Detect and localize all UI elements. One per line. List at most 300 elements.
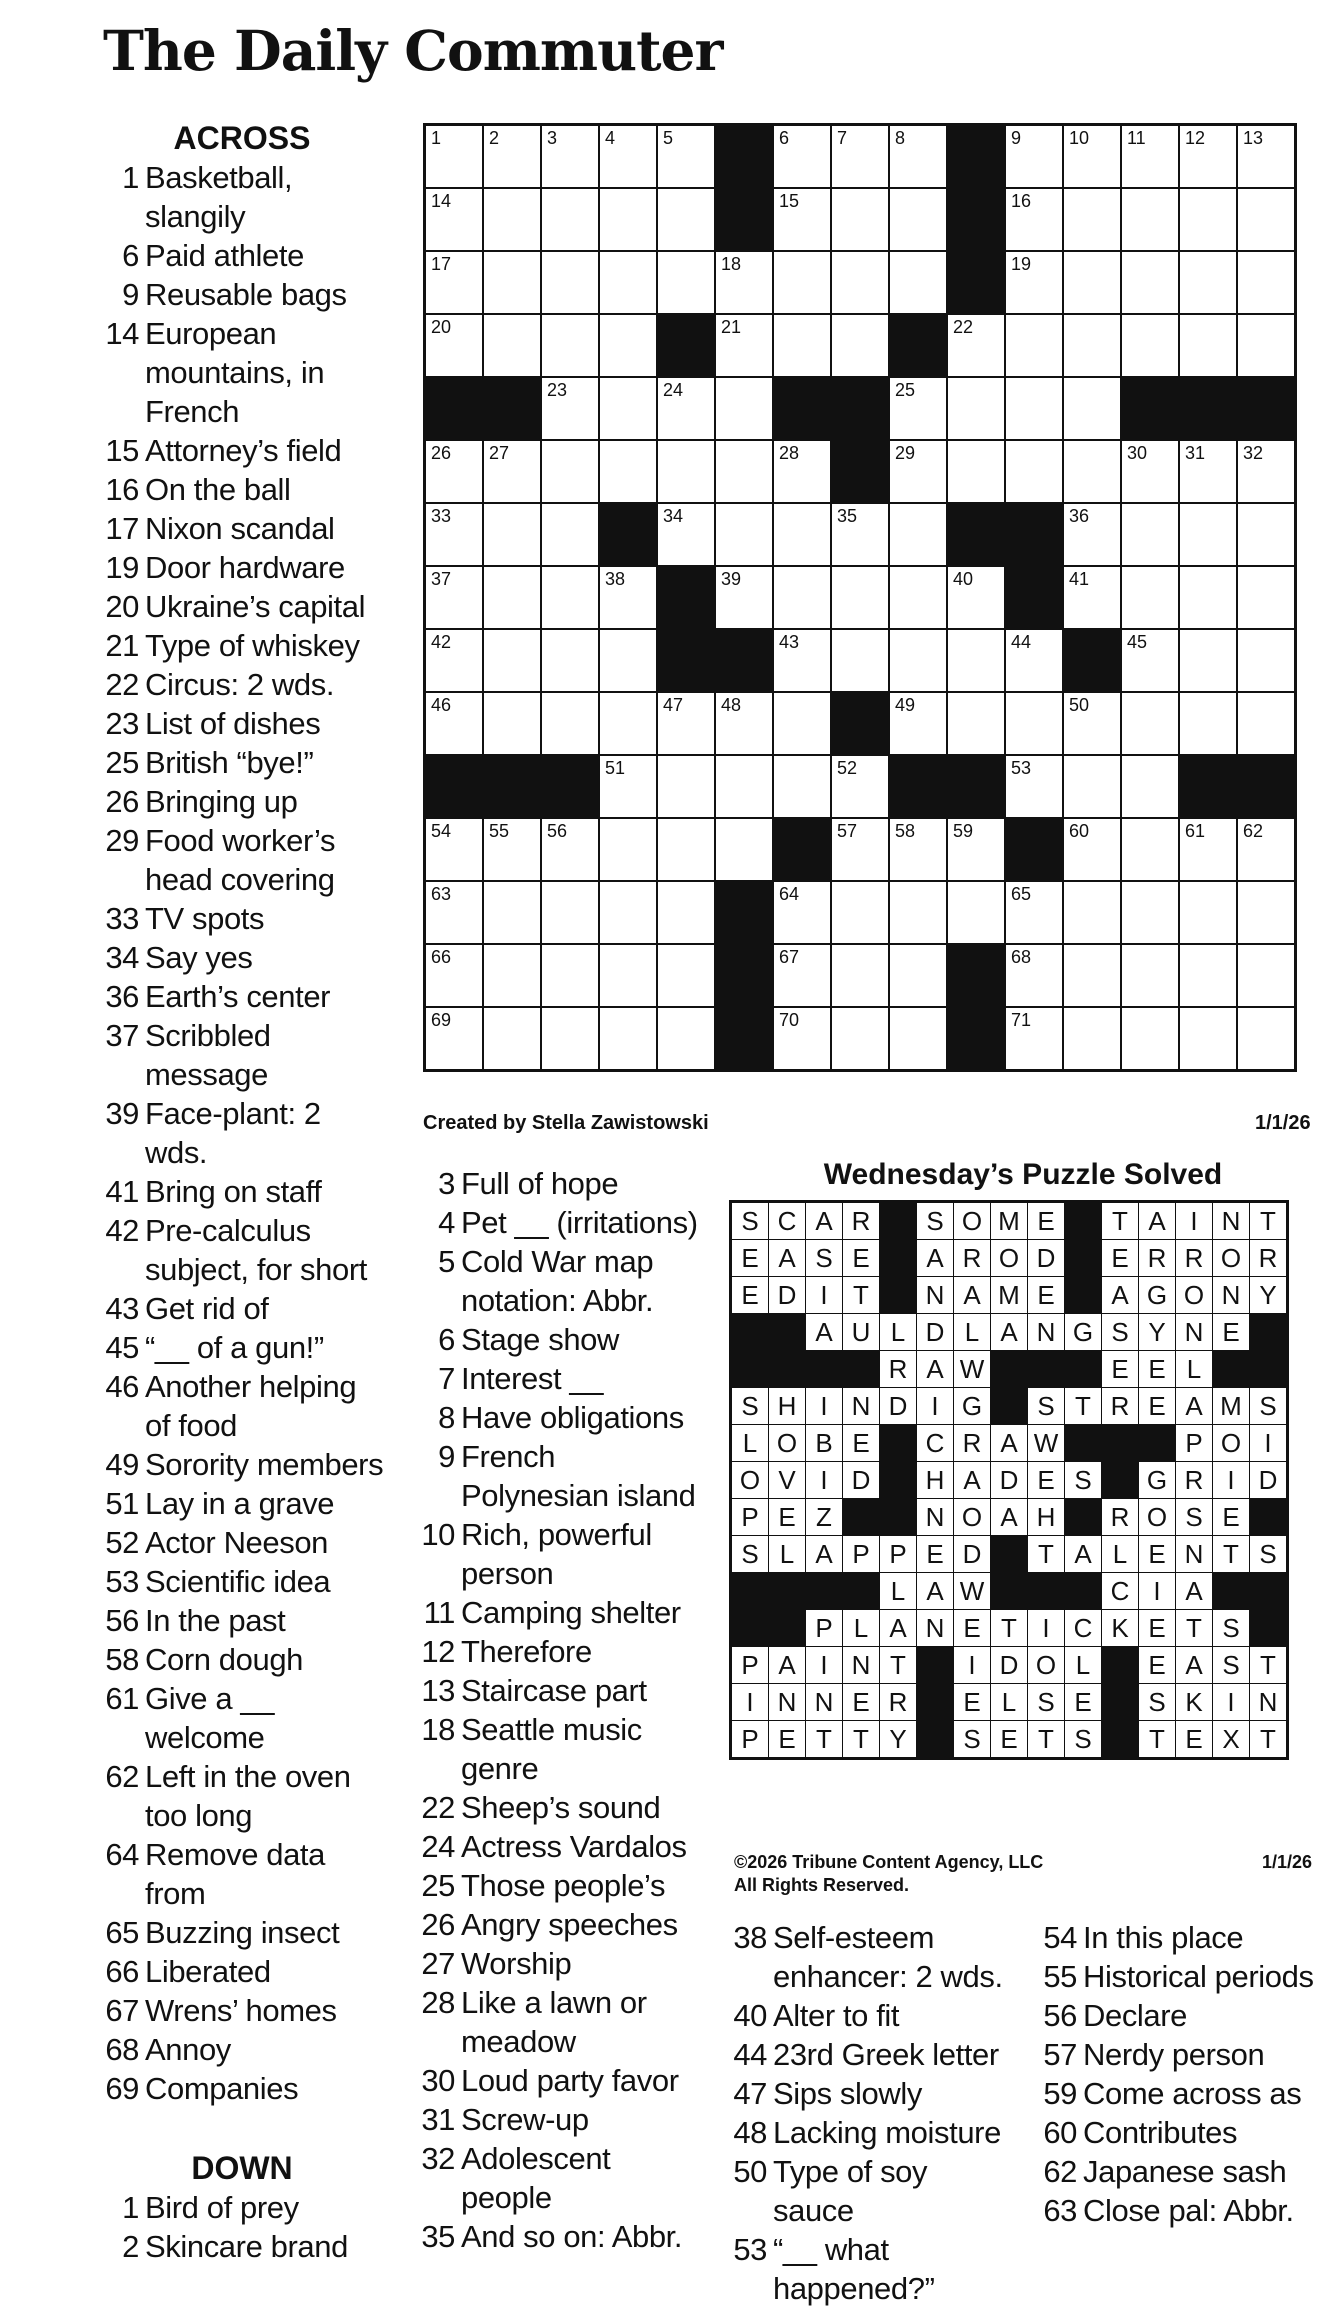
grid-cell[interactable]: [483, 440, 541, 503]
grid-cell[interactable]: [1121, 692, 1179, 755]
grid-cell[interactable]: [889, 692, 947, 755]
grid-cell[interactable]: [1237, 566, 1296, 629]
solved-letter-cell: L: [880, 1314, 917, 1351]
solved-letter-cell: A: [1065, 1536, 1102, 1573]
grid-cell[interactable]: [657, 377, 715, 440]
solved-letter-cell: A: [917, 1573, 954, 1610]
clue-number: 18: [421, 1712, 455, 1747]
grid-cell[interactable]: [599, 188, 657, 251]
black-square: [947, 944, 1005, 1007]
grid-cell[interactable]: [947, 314, 1005, 377]
grid-cell[interactable]: [1179, 251, 1237, 314]
grid-cell[interactable]: [773, 251, 831, 314]
grid-cell[interactable]: [541, 314, 599, 377]
grid-cell[interactable]: [1121, 944, 1179, 1007]
grid-cell[interactable]: [599, 881, 657, 944]
grid-cell[interactable]: [1063, 1007, 1121, 1071]
grid-cell[interactable]: [1121, 314, 1179, 377]
grid-cell[interactable]: [1237, 188, 1296, 251]
cell-number: 29: [895, 443, 916, 463]
grid-cell[interactable]: [425, 692, 484, 755]
clue-text: Buzzing insect: [145, 1915, 340, 1950]
clue-text: Nerdy person: [1083, 2037, 1265, 2072]
clue-text: Lay in a grave: [145, 1486, 335, 1521]
grid-cell[interactable]: [1063, 251, 1121, 314]
grid-cell[interactable]: [1005, 440, 1063, 503]
cell-number: 24: [663, 380, 684, 400]
solved-letter-cell: E: [843, 1684, 880, 1721]
black-square: [657, 566, 715, 629]
solved-black-square: [1213, 1351, 1250, 1388]
black-square: [889, 314, 947, 377]
grid-cell[interactable]: [831, 314, 889, 377]
clue-down-col4-56: [1035, 1996, 1325, 2035]
clue-across-41: [97, 1172, 387, 1211]
grid-cell[interactable]: [541, 377, 599, 440]
grid-cell[interactable]: [483, 944, 541, 1007]
grid-cell[interactable]: [889, 566, 947, 629]
clue-number: 48: [733, 2115, 767, 2150]
grid-cell[interactable]: [889, 377, 947, 440]
grid-cell[interactable]: [1063, 314, 1121, 377]
solved-black-square: [1065, 1499, 1102, 1536]
solved-letter-cell: I: [806, 1388, 843, 1425]
grid-cell[interactable]: [831, 1007, 889, 1071]
cell-number: 59: [953, 821, 974, 841]
clue-across-21: [97, 626, 387, 665]
grid-cell[interactable]: [715, 566, 773, 629]
grid-cell[interactable]: [657, 818, 715, 881]
grid-cell[interactable]: [599, 125, 657, 189]
grid-cell[interactable]: [541, 881, 599, 944]
solved-letter-cell: Y: [1250, 1277, 1288, 1314]
grid-cell[interactable]: [1237, 944, 1296, 1007]
grid-cell[interactable]: [541, 440, 599, 503]
grid-cell[interactable]: [1121, 881, 1179, 944]
solved-letter-cell: Y: [880, 1721, 917, 1759]
grid-cell[interactable]: [889, 818, 947, 881]
clue-number: 29: [105, 823, 139, 858]
grid-cell[interactable]: [831, 881, 889, 944]
grid-cell[interactable]: [1063, 818, 1121, 881]
cell-number: 10: [1069, 128, 1090, 148]
grid-cell[interactable]: [657, 755, 715, 818]
grid-cell[interactable]: [1063, 188, 1121, 251]
grid-cell[interactable]: [657, 944, 715, 1007]
grid-cell[interactable]: [657, 881, 715, 944]
grid-cell[interactable]: [1005, 188, 1063, 251]
clue-number: 55: [1043, 1959, 1077, 1994]
grid-cell[interactable]: [657, 188, 715, 251]
solved-black-square: [1065, 1240, 1102, 1277]
grid-cell[interactable]: [715, 377, 773, 440]
grid-cell[interactable]: [947, 881, 1005, 944]
grid-cell[interactable]: [773, 566, 831, 629]
solved-letter-cell: D: [991, 1462, 1028, 1499]
grid-cell[interactable]: [483, 692, 541, 755]
grid-cell[interactable]: [889, 125, 947, 189]
grid-cell[interactable]: [1005, 881, 1063, 944]
grid-cell[interactable]: [773, 440, 831, 503]
clue-text: List of dishes: [145, 706, 321, 741]
grid-cell[interactable]: [541, 251, 599, 314]
grid-cell[interactable]: [1005, 1007, 1063, 1071]
solved-black-square: [880, 1462, 917, 1499]
grid-cell[interactable]: [947, 566, 1005, 629]
clue-number: 13: [421, 1673, 455, 1708]
clue-number: 37: [105, 1018, 139, 1053]
clue-text: Lacking moisture: [773, 2115, 1001, 2150]
grid-cell[interactable]: [657, 251, 715, 314]
clue-text: Bring on staff: [145, 1174, 322, 1209]
black-square: [831, 692, 889, 755]
grid-cell[interactable]: [483, 503, 541, 566]
grid-cell[interactable]: [715, 755, 773, 818]
grid-cell[interactable]: [1179, 818, 1237, 881]
grid-cell[interactable]: [599, 629, 657, 692]
grid-cell[interactable]: [541, 1007, 599, 1071]
grid-cell[interactable]: [831, 818, 889, 881]
cell-number: 34: [663, 506, 684, 526]
clue-text: Angry speeches: [461, 1907, 678, 1942]
grid-cell[interactable]: [1179, 314, 1237, 377]
grid-cell[interactable]: [889, 944, 947, 1007]
black-square: [1237, 377, 1296, 440]
grid-cell[interactable]: [657, 440, 715, 503]
grid-cell[interactable]: [831, 251, 889, 314]
solved-letter-cell: P: [806, 1610, 843, 1647]
clue-down-col2-9: [413, 1437, 703, 1515]
solved-letter-cell: S: [1028, 1388, 1065, 1425]
grid-cell[interactable]: [541, 692, 599, 755]
grid-cell[interactable]: [1121, 251, 1179, 314]
cell-number: 23: [547, 380, 568, 400]
cell-number: 55: [489, 821, 510, 841]
clue-down-col4-62: [1035, 2152, 1325, 2191]
grid-cell[interactable]: [831, 566, 889, 629]
grid-cell[interactable]: [1063, 377, 1121, 440]
solved-letter-cell: R: [843, 1202, 880, 1240]
grid-cell[interactable]: [773, 755, 831, 818]
grid-cell[interactable]: [889, 503, 947, 566]
grid-cell[interactable]: [773, 188, 831, 251]
grid-cell[interactable]: [599, 692, 657, 755]
solved-letter-cell: N: [843, 1388, 880, 1425]
clue-number: 17: [105, 511, 139, 546]
clue-text: Historical periods: [1083, 1959, 1314, 1994]
grid-cell[interactable]: [657, 692, 715, 755]
grid-cell[interactable]: [1237, 503, 1296, 566]
solved-black-square: [1250, 1499, 1288, 1536]
solved-letter-cell: E: [917, 1536, 954, 1573]
black-square: [1063, 629, 1121, 692]
clue-across-51: [97, 1484, 387, 1523]
grid-cell[interactable]: [425, 881, 484, 944]
clue-across-23: [97, 704, 387, 743]
grid-cell[interactable]: [483, 881, 541, 944]
solved-black-square: [731, 1314, 769, 1351]
grid-cell[interactable]: [1005, 755, 1063, 818]
grid-cell[interactable]: [889, 1007, 947, 1071]
cell-number: 41: [1069, 569, 1090, 589]
cell-number: 62: [1243, 821, 1264, 841]
grid-cell[interactable]: [1121, 503, 1179, 566]
grid-cell[interactable]: [889, 629, 947, 692]
grid-cell[interactable]: [599, 755, 657, 818]
grid-cell[interactable]: [889, 251, 947, 314]
grid-cell[interactable]: [1179, 503, 1237, 566]
grid-cell[interactable]: [1179, 629, 1237, 692]
clue-number: 51: [105, 1486, 139, 1521]
solved-letter-cell: O: [954, 1202, 991, 1240]
grid-cell[interactable]: [599, 440, 657, 503]
grid-cell[interactable]: [1063, 503, 1121, 566]
solved-letter-cell: O: [1213, 1425, 1250, 1462]
grid-cell[interactable]: [483, 251, 541, 314]
grid-cell[interactable]: [1179, 440, 1237, 503]
grid-cell[interactable]: [1121, 818, 1179, 881]
grid-cell[interactable]: [425, 1007, 484, 1071]
solved-letter-cell: N: [1250, 1684, 1288, 1721]
grid-cell[interactable]: [1063, 881, 1121, 944]
clue-number: 33: [105, 901, 139, 936]
grid-cell[interactable]: [1237, 818, 1296, 881]
black-square: [773, 377, 831, 440]
solved-letter-cell: S: [731, 1388, 769, 1425]
grid-cell[interactable]: [599, 566, 657, 629]
grid-cell[interactable]: [773, 629, 831, 692]
grid-cell[interactable]: [1179, 692, 1237, 755]
grid-cell[interactable]: [1179, 125, 1237, 189]
clue-text: Pre-calculus subject, for short: [145, 1213, 367, 1287]
grid-cell[interactable]: [483, 818, 541, 881]
grid-cell[interactable]: [657, 1007, 715, 1071]
clue-number: 8: [438, 1400, 455, 1435]
grid-cell[interactable]: [541, 629, 599, 692]
grid-cell[interactable]: [1063, 125, 1121, 189]
grid-cell[interactable]: [483, 629, 541, 692]
grid-cell[interactable]: [483, 314, 541, 377]
grid-cell[interactable]: [1121, 566, 1179, 629]
grid-cell[interactable]: [715, 692, 773, 755]
grid-cell[interactable]: [1005, 629, 1063, 692]
grid-cell[interactable]: [831, 188, 889, 251]
grid-cell[interactable]: [831, 629, 889, 692]
grid-cell[interactable]: [773, 1007, 831, 1071]
grid-cell[interactable]: [773, 125, 831, 189]
grid-cell[interactable]: [1063, 440, 1121, 503]
grid-cell[interactable]: [599, 377, 657, 440]
grid-cell[interactable]: [483, 125, 541, 189]
grid-cell[interactable]: [715, 818, 773, 881]
solved-letter-cell: P: [731, 1499, 769, 1536]
grid-cell[interactable]: [599, 314, 657, 377]
grid-cell[interactable]: [1179, 566, 1237, 629]
solved-black-square: [1213, 1573, 1250, 1610]
grid-cell[interactable]: [947, 377, 1005, 440]
solved-black-square: [731, 1573, 769, 1610]
grid-cell[interactable]: [1005, 944, 1063, 1007]
grid-cell[interactable]: [1121, 1007, 1179, 1071]
grid-cell[interactable]: [425, 944, 484, 1007]
grid-cell[interactable]: [1237, 1007, 1296, 1071]
grid-cell[interactable]: [1237, 881, 1296, 944]
clue-text: Like a lawn or meadow: [461, 1985, 647, 2059]
grid-cell[interactable]: [1005, 377, 1063, 440]
grid-cell[interactable]: [1005, 251, 1063, 314]
clue-number: 9: [122, 277, 139, 312]
grid-cell[interactable]: [947, 692, 1005, 755]
grid-cell[interactable]: [599, 251, 657, 314]
cell-number: 11: [1127, 128, 1146, 148]
grid-cell[interactable]: [425, 125, 484, 189]
cell-number: 64: [779, 884, 800, 904]
down-clue-list-part-2: [413, 1164, 703, 2256]
grid-cell[interactable]: [1237, 251, 1296, 314]
clue-down-col2-12: [413, 1632, 703, 1671]
solved-black-square: [843, 1351, 880, 1388]
grid-cell[interactable]: [1179, 944, 1237, 1007]
solved-letter-cell: P: [1176, 1425, 1213, 1462]
grid-cell[interactable]: [773, 692, 831, 755]
grid-cell[interactable]: [1121, 188, 1179, 251]
grid-cell[interactable]: [1063, 755, 1121, 818]
solved-letter-cell: O: [1028, 1647, 1065, 1684]
clue-across-39: [97, 1094, 387, 1172]
grid-cell[interactable]: [1005, 314, 1063, 377]
grid-cell[interactable]: [425, 818, 484, 881]
grid-cell[interactable]: [1121, 125, 1179, 189]
clue-down-col3-53: [725, 2230, 1015, 2308]
grid-cell[interactable]: [483, 566, 541, 629]
clue-number: 19: [105, 550, 139, 585]
clue-text: Self-esteem enhancer: 2 wds.: [773, 1920, 1003, 1994]
grid-cell[interactable]: [1121, 440, 1179, 503]
grid-cell[interactable]: [773, 314, 831, 377]
grid-cell[interactable]: [599, 944, 657, 1007]
black-square: [1237, 755, 1296, 818]
grid-cell[interactable]: [773, 503, 831, 566]
grid-cell[interactable]: [425, 503, 484, 566]
grid-cell[interactable]: [831, 944, 889, 1007]
grid-cell[interactable]: [541, 566, 599, 629]
across-clue-list: [97, 158, 387, 2108]
solved-letter-cell: E: [731, 1277, 769, 1314]
clue-down-col3-47: [725, 2074, 1015, 2113]
grid-cell[interactable]: [425, 188, 484, 251]
clue-across-61: [97, 1679, 387, 1757]
grid-cell[interactable]: [831, 503, 889, 566]
grid-cell[interactable]: [541, 503, 599, 566]
grid-cell[interactable]: [889, 440, 947, 503]
solved-letter-cell: P: [880, 1536, 917, 1573]
grid-cell[interactable]: [831, 125, 889, 189]
grid-cell[interactable]: [657, 503, 715, 566]
clue-number: 63: [1043, 2193, 1077, 2228]
grid-cell[interactable]: [483, 1007, 541, 1071]
down-clue-column-2: [413, 1164, 703, 2256]
solved-black-square: [769, 1573, 806, 1610]
grid-cell[interactable]: [541, 818, 599, 881]
grid-cell[interactable]: [657, 125, 715, 189]
grid-cell[interactable]: [599, 1007, 657, 1071]
grid-cell[interactable]: [1237, 125, 1296, 189]
grid-cell[interactable]: [947, 440, 1005, 503]
clue-number: 56: [1043, 1998, 1077, 2033]
grid-cell[interactable]: [831, 755, 889, 818]
solved-letter-cell: T: [1102, 1202, 1139, 1240]
clue-across-15: [97, 431, 387, 470]
clue-across-56: [97, 1601, 387, 1640]
clue-text: Stage show: [461, 1322, 619, 1357]
solved-black-square: [769, 1610, 806, 1647]
grid-cell[interactable]: [1179, 881, 1237, 944]
black-square: [1005, 818, 1063, 881]
clue-down-col2-13: [413, 1671, 703, 1710]
clue-text: Annoy: [145, 2032, 231, 2067]
grid-cell[interactable]: [425, 566, 484, 629]
grid-cell[interactable]: [425, 251, 484, 314]
grid-cell[interactable]: [599, 818, 657, 881]
grid-cell[interactable]: [947, 629, 1005, 692]
grid-cell[interactable]: [1237, 692, 1296, 755]
grid-cell[interactable]: [425, 629, 484, 692]
grid-cell[interactable]: [1063, 566, 1121, 629]
grid-cell[interactable]: [483, 188, 541, 251]
solved-letter-cell: E: [1139, 1536, 1176, 1573]
solved-letter-cell: T: [806, 1721, 843, 1759]
grid-cell[interactable]: [1005, 692, 1063, 755]
grid-cell[interactable]: [889, 188, 947, 251]
solved-letter-cell: C: [917, 1425, 954, 1462]
grid-cell[interactable]: [715, 440, 773, 503]
grid-cell[interactable]: [1121, 629, 1179, 692]
cell-number: 30: [1127, 443, 1148, 463]
grid-cell[interactable]: [715, 251, 773, 314]
clue-text: Get rid of: [145, 1291, 269, 1326]
grid-cell[interactable]: [1237, 440, 1296, 503]
grid-cell[interactable]: [541, 188, 599, 251]
grid-cell[interactable]: [541, 944, 599, 1007]
clue-text: Sips slowly: [773, 2076, 922, 2111]
grid-cell[interactable]: [1063, 944, 1121, 1007]
grid-cell[interactable]: [1237, 629, 1296, 692]
solved-black-square: [1102, 1647, 1139, 1684]
grid-cell[interactable]: [889, 881, 947, 944]
grid-cell[interactable]: [1121, 755, 1179, 818]
clue-number: 26: [105, 784, 139, 819]
cell-number: 35: [837, 506, 858, 526]
grid-cell[interactable]: [773, 944, 831, 1007]
byline: Created by Stella Zawistowski: [423, 1112, 709, 1134]
grid-cell[interactable]: [1063, 692, 1121, 755]
grid-cell[interactable]: [1005, 125, 1063, 189]
grid-cell[interactable]: [773, 881, 831, 944]
solved-black-square: [880, 1240, 917, 1277]
grid-cell[interactable]: [715, 503, 773, 566]
grid-cell[interactable]: [947, 818, 1005, 881]
grid-cell[interactable]: [1237, 314, 1296, 377]
grid-cell[interactable]: [425, 314, 484, 377]
clue-down-col2-27: [413, 1944, 703, 1983]
grid-cell[interactable]: [425, 440, 484, 503]
grid-cell[interactable]: [1179, 1007, 1237, 1071]
grid-cell[interactable]: [1179, 188, 1237, 251]
grid-cell[interactable]: [541, 125, 599, 189]
grid-cell[interactable]: [715, 314, 773, 377]
clue-number: 24: [421, 1829, 455, 1864]
clue-number: 27: [421, 1946, 455, 1981]
